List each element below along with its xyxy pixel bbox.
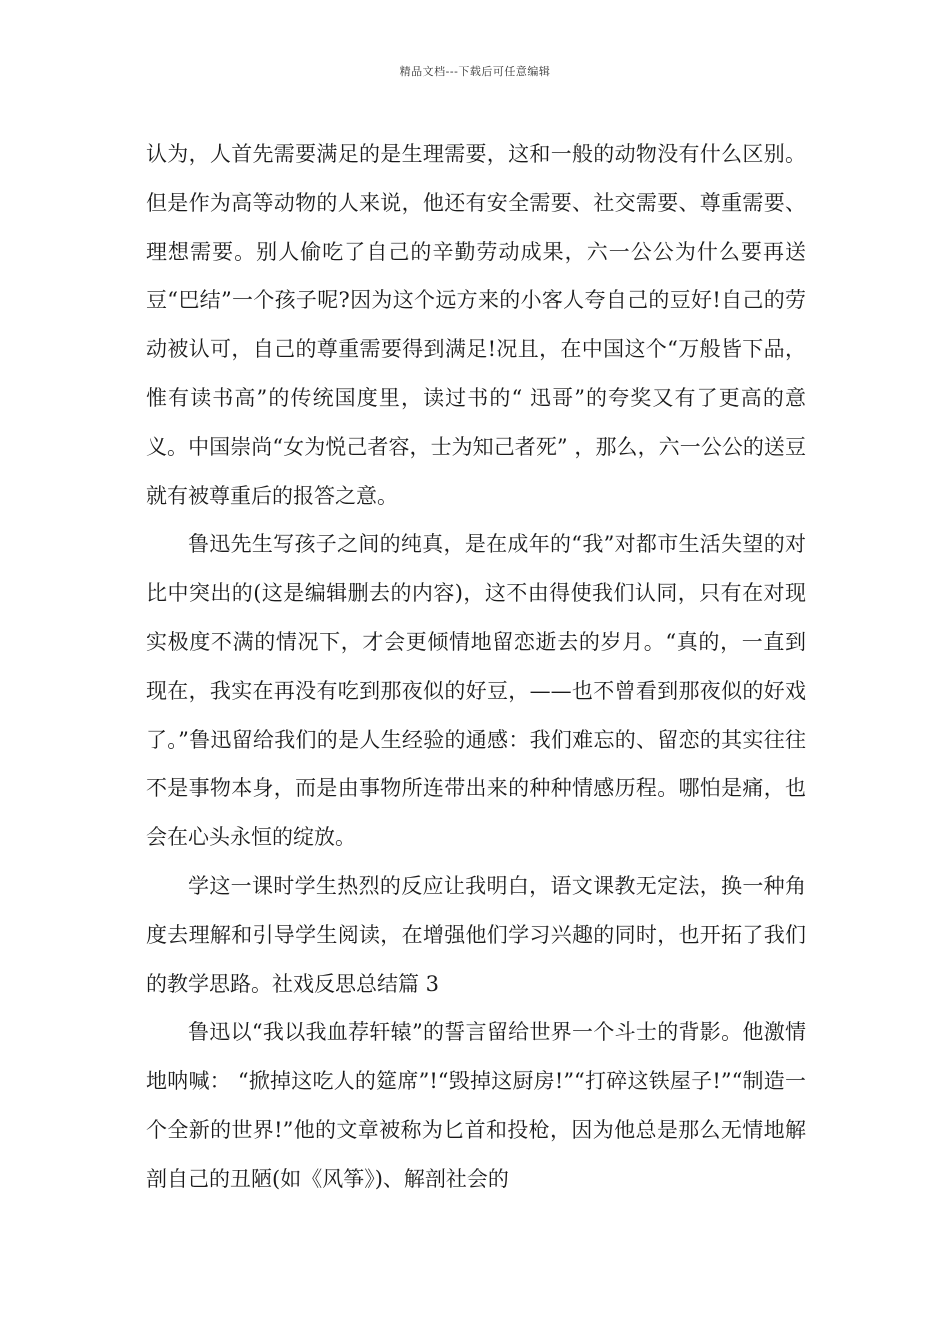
paragraph-4: 鲁迅以“我以我血荐轩辕”的誓言留给世界一个斗士的背影。他激情地呐喊： “掀掉这吃人的筵席”!“毁掉这厨房!”“打碎这铁屋子!”“制造一个全新的世界!”他的文章被称为匕首和投枪，因为他总是那么无情地解剖自己的丑陋(如《风筝》)、解剖社会的 xyxy=(146,1020,806,1191)
paragraph-1: 认为，人首先需要满足的是生理需要，这和一般的动物没有什么区别。但是作为高等动物的人来说，他还有安全需要、社交需要、尊重需要、理想需要。别人偷吃了自己的辛勤劳动成果，六一公公为什么要再送豆“巴结”一个孩子呢?因为这个远方来的小客人夸自己的豆好!自己的劳动被认可，自己的尊重需要得到满足!况且，在中国这个“万般皆下品，惟有读书高”的传统国度里，读过书的“ 迅哥”的夸奖又有了更高的意义。中国崇尚“女为悦己者容，士为知己者死” ，那么，六一公公的送豆就有被尊重后的报答之意。 xyxy=(146,142,806,508)
document-body xyxy=(146,130,806,1204)
paragraph-3: 学这一课时学生热烈的反应让我明白，语文课教无定法，换一种角度去理解和引导学生阅读，在增强他们学习兴趣的同时，也开拓了我们的教学思路。社戏反思总结篇 3 xyxy=(146,873,806,996)
page-header: 精品文档---下载后可任意编辑 xyxy=(399,65,551,78)
paragraph-2: 鲁迅先生写孩子之间的纯真，是在成年的“我”对都市生活失望的对比中突出的(这是编辑删去的内容)，这不由得使我们认同，只有在对现实极度不满的情况下，才会更倾情地留恋逝去的岁月。“真的，一直到现在，我实在再没有吃到那夜似的好豆，——也不曾看到那夜似的好戏了。”鲁迅留给我们的是人生经验的通感：我们难忘的、留恋的其实往往不是事物本身，而是由事物所连带出来的种种情感历程。哪怕是痛，也会在心头永恒的绽放。 xyxy=(146,532,806,850)
